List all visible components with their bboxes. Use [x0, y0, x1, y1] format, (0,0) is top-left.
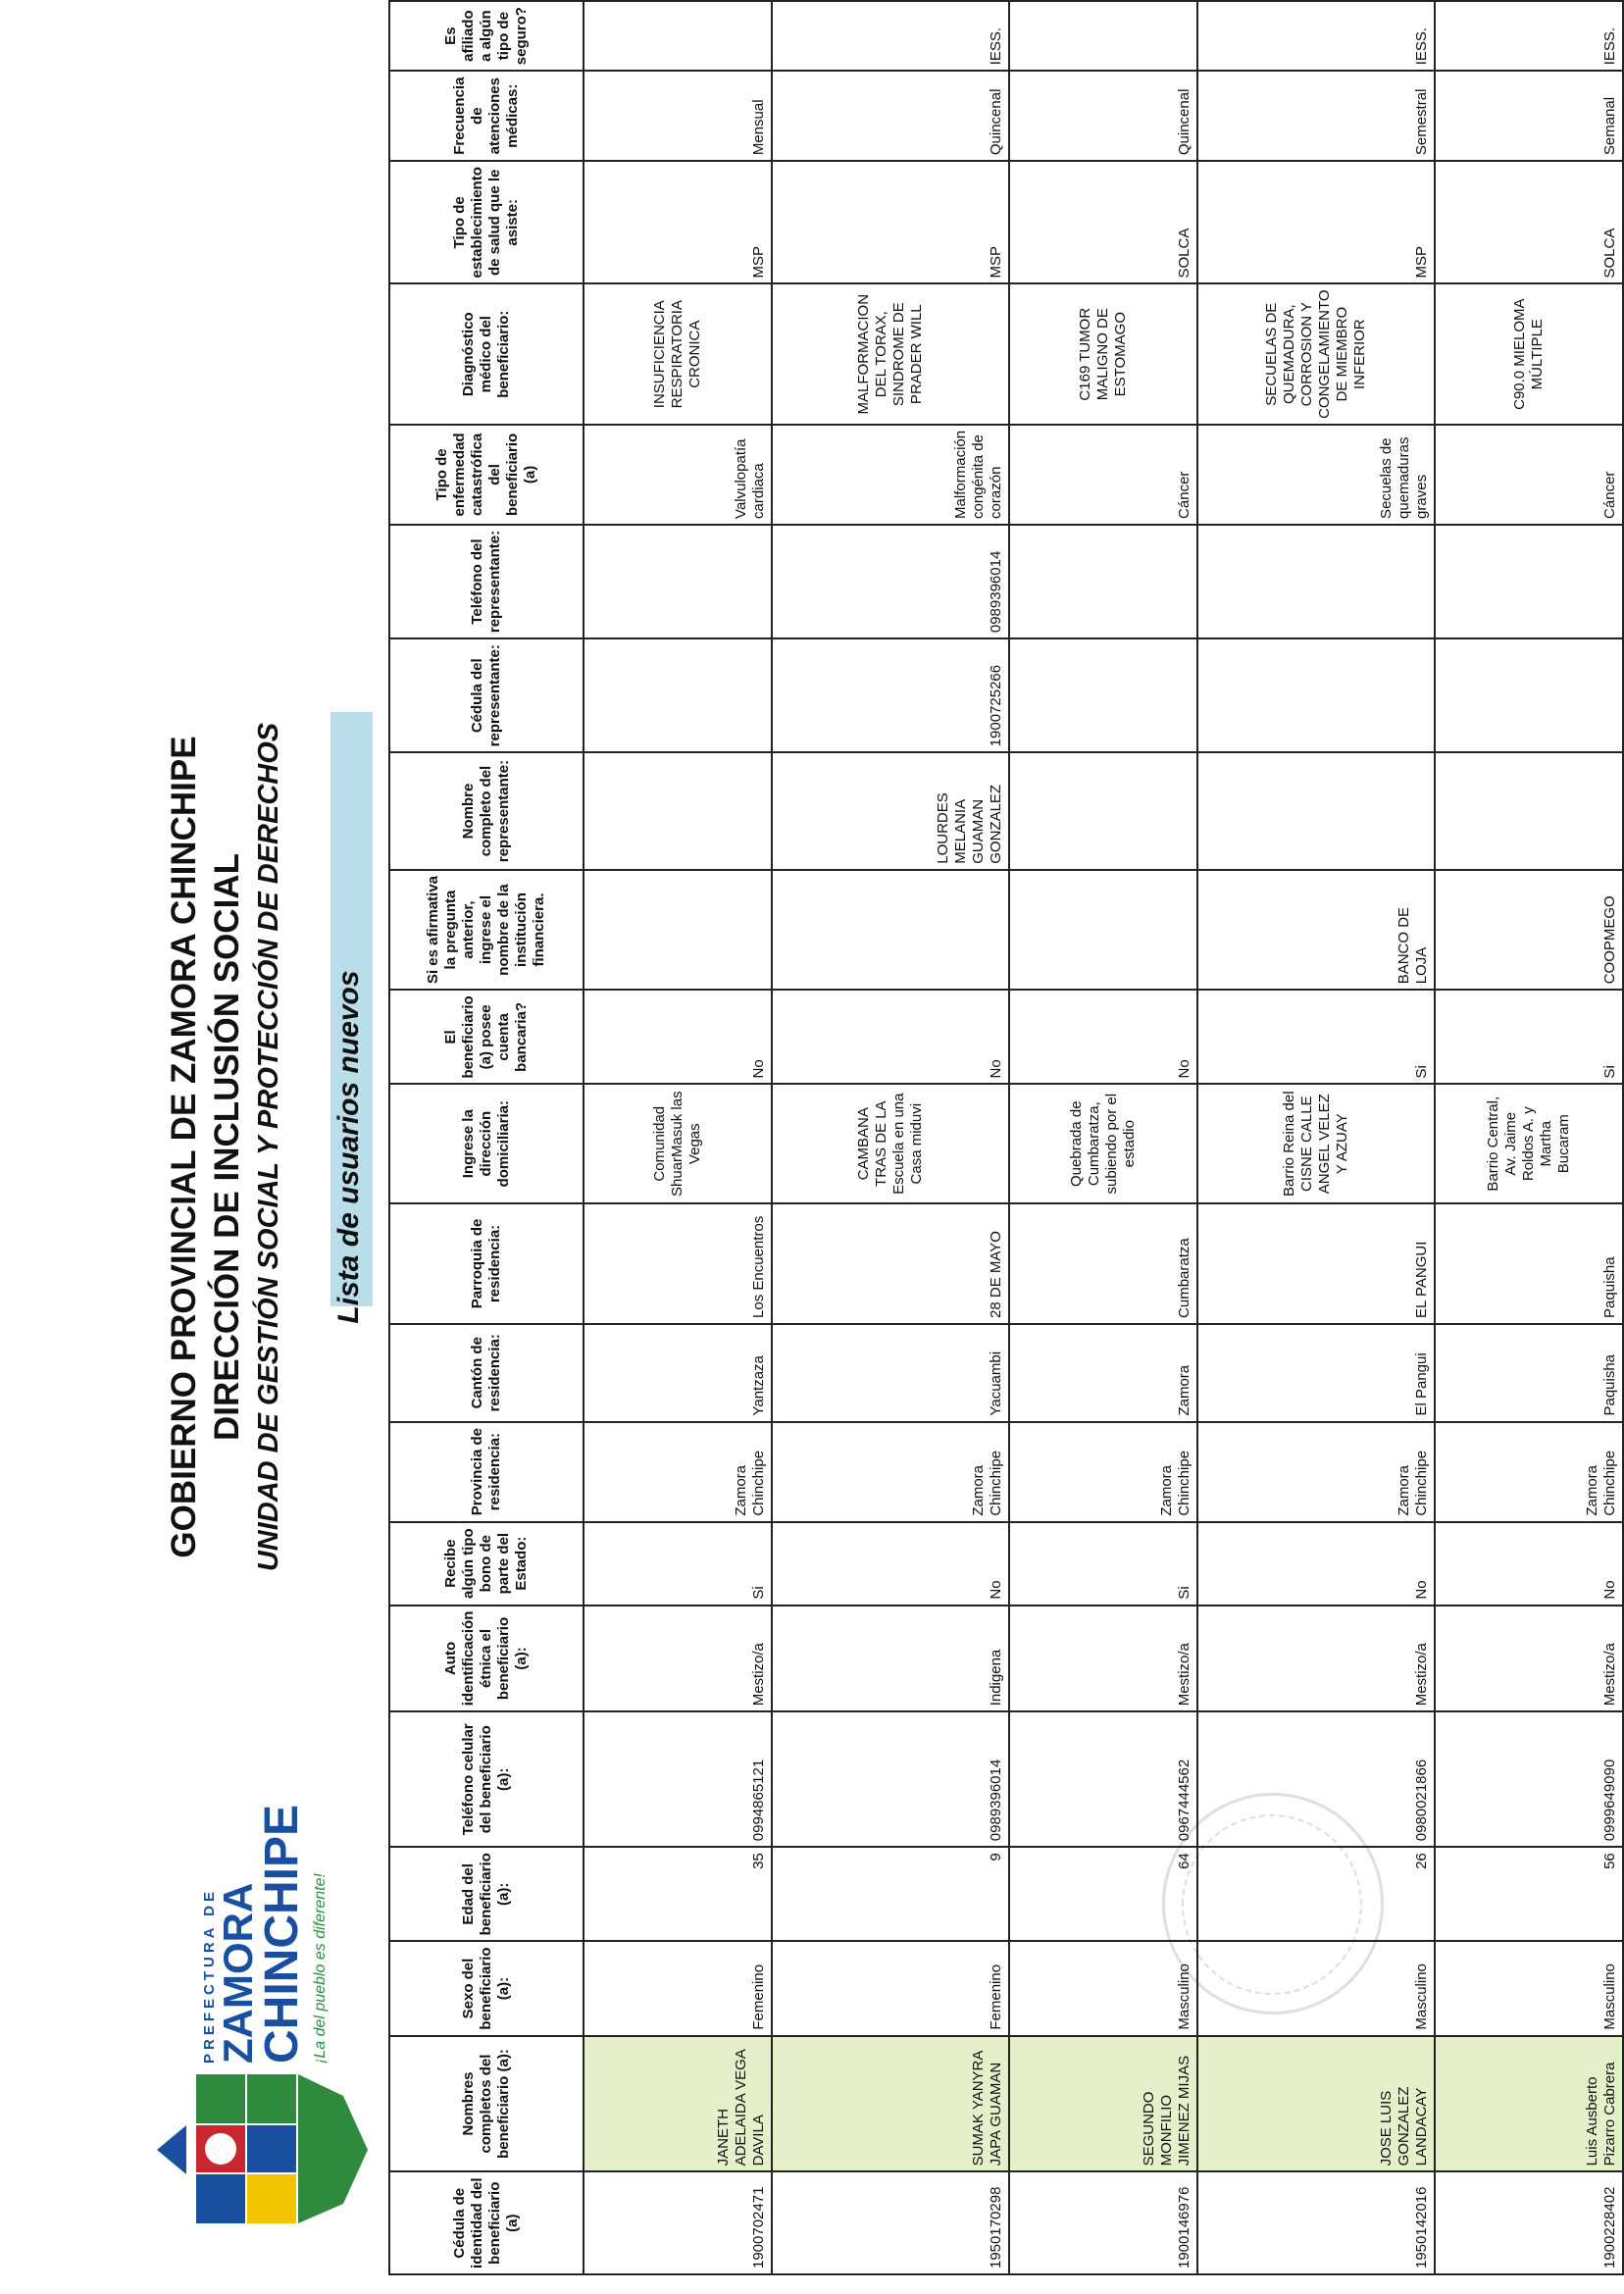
table-cell [584, 1, 772, 71]
table-cell: 1950170298 [772, 2171, 1009, 2274]
table-cell: Mensual [584, 71, 772, 161]
table-cell: SOLCA [1435, 161, 1623, 283]
header-line-1: GOBIERNO PROVINCIAL DE ZAMORA CHINCHIPE [165, 736, 203, 1558]
table-cell: C90.0 MIELOMA MÚLTIPLE [1435, 284, 1623, 425]
table-cell: IESS. [1197, 1, 1435, 71]
column-header: El beneficiario (a) posee cuenta bancaria? [389, 990, 584, 1084]
table-cell: Malformación congénita de corazón [772, 425, 1009, 525]
header-line-3: UNIDAD DE GESTIÓN SOCIAL Y PROTECCIÓN DE DERECHOS [253, 722, 284, 1572]
table-cell: Yacuambi [772, 1324, 1009, 1422]
table-cell [584, 870, 772, 991]
table-cell: 0967444562 [1009, 1711, 1197, 1847]
table-cell: Barrio Central, Av. Jaime Roldos A. y Martha Bucaram [1435, 1084, 1623, 1202]
table-cell: JANETH ADELAIDA VEGA DAVILA [584, 2036, 772, 2172]
column-header: Sexo del beneficiario (a): [389, 1941, 584, 2035]
table-cell: Femenino [772, 1941, 1009, 2035]
list-title: Lista de usuarios nuevos [332, 970, 365, 1324]
table-cell: Zamora Chinchipe [1435, 1422, 1623, 1522]
table-cell: No [772, 1522, 1009, 1606]
table-cell: 1900702471 [584, 2171, 772, 2274]
table-cell: 0980021866 [1197, 1711, 1435, 1847]
table-row [772, 1, 1009, 2274]
table-cell: Si [1435, 990, 1623, 1084]
column-header: Tipo de establecimiento de salud que le asiste: [389, 161, 584, 283]
table-cell: BANCO DE LOJA [1197, 870, 1435, 991]
table-cell: IESS. [772, 1, 1009, 71]
table-cell: 35 [584, 1847, 772, 1941]
column-header: Si es afirmativa la pregunta anterior, ingrese el nombre de la institución financiera. [389, 870, 584, 991]
table-cell: Paquisha [1435, 1203, 1623, 1324]
column-header: Es afiliado a algún tipo de seguro? [389, 1, 584, 71]
table-cell: Quincenal [1009, 71, 1197, 161]
table-cell: Cáncer [1435, 425, 1623, 525]
table-row [1197, 1, 1435, 2274]
table-cell [772, 870, 1009, 991]
table-cell: No [1435, 1522, 1623, 1606]
table-cell: Zamora Chinchipe [1197, 1422, 1435, 1522]
table-cell: Secuelas de quemaduras graves [1197, 425, 1435, 525]
table-cell: Mestizo/a [1435, 1606, 1623, 1712]
table-cell: 1900146976 [1009, 2171, 1197, 2274]
table-cell: 1950142016 [1197, 2171, 1435, 2274]
table-cell: 0989396014 [772, 525, 1009, 638]
table-cell: Zamora Chinchipe [1009, 1422, 1197, 1522]
table-cell: Quebrada de Cumbaratza, subiendo por el estadio [1009, 1084, 1197, 1202]
table-cell [1197, 525, 1435, 638]
table-cell: EL PANGUI [1197, 1203, 1435, 1324]
table-cell: Yantzaza [584, 1324, 772, 1422]
table-cell [1009, 525, 1197, 638]
table-cell: Barrio Reina del CISNE CALLE ANGEL VELEZ Y AZUAY [1197, 1084, 1435, 1202]
table-row [584, 1, 772, 2274]
table-cell: Masculino [1009, 1941, 1197, 2035]
table-cell: SOLCA [1009, 161, 1197, 283]
table-cell: MSP [772, 161, 1009, 283]
table-cell: 0994865121 [584, 1711, 772, 1847]
table-cell: Masculino [1435, 1941, 1623, 2035]
table-cell: 64 [1009, 1847, 1197, 1941]
table-cell: No [1197, 1522, 1435, 1606]
column-header: Nombre completo del representante: [389, 752, 584, 869]
brand-chinchipe: CHINCHIPE [256, 1804, 308, 2064]
column-header: Cédula del representante: [389, 638, 584, 752]
table-cell: Los Encuentros [584, 1203, 772, 1324]
table-cell: Zamora Chinchipe [584, 1422, 772, 1522]
column-header: Ingrese la dirección domiciliaria: [389, 1084, 584, 1202]
table-cell [1435, 638, 1623, 752]
table-cell [1009, 638, 1197, 752]
table-cell: Semestral [1197, 71, 1435, 161]
column-header: Frecuencia de atenciones médicas: [389, 71, 584, 161]
table-cell [1435, 752, 1623, 869]
table-cell [584, 638, 772, 752]
table-cell: Si [1009, 1522, 1197, 1606]
column-header: Nombres completos del beneficiario (a): [389, 2036, 584, 2172]
column-header: Teléfono del representante: [389, 525, 584, 638]
table-cell: SUMAK YANYRA JAPA GUAMAN [772, 2036, 1009, 2172]
table-cell: LOURDES MELANIA GUAMAN GONZALEZ [772, 752, 1009, 869]
beneficiaries-table [388, 0, 1624, 2275]
table-cell: Comunidad ShuarMasuk las Vegas [584, 1084, 772, 1202]
table-cell [1435, 525, 1623, 638]
brand-zamora: ZAMORA [215, 1882, 261, 2064]
brand-slogan: ¡La del pueblo es diferente! [312, 1873, 329, 2064]
header-line-2: DIRECCIÓN DE INCLUSIÓN SOCIAL [208, 853, 246, 1441]
table-cell: No [772, 990, 1009, 1084]
table-cell: SECUELAS DE QUEMADURA, CORROSION Y CONGELAMIENTO DE MIEMBRO INFERIOR [1197, 284, 1435, 425]
table-cell [1009, 752, 1197, 869]
table-cell: Cáncer [1009, 425, 1197, 525]
table-cell: 28 DE MAYO [772, 1203, 1009, 1324]
table-cell: 0989396014 [772, 1711, 1009, 1847]
table-cell: Paquisha [1435, 1324, 1623, 1422]
table-cell: C169 TUMOR MALIGNO DE ESTOMAGO [1009, 284, 1197, 425]
table-cell: Quincenal [772, 71, 1009, 161]
table-cell: JOSE LUIS GONZALEZ LANDACAY [1197, 2036, 1435, 2172]
column-header: Parroquia de residencia: [389, 1203, 584, 1324]
table-cell [1009, 1, 1197, 71]
table-row [1009, 1, 1197, 2274]
column-header: Recibe algún tipo bono de parte del Estado: [389, 1522, 584, 1606]
table-cell: Zamora Chinchipe [772, 1422, 1009, 1522]
column-header: Auto identificación étnica el beneficiario (a): [389, 1606, 584, 1712]
column-header: Teléfono celular del beneficiario (a): [389, 1711, 584, 1847]
table-cell: CAMBANA TRAS DE LA Escuela en una Casa miduvi [772, 1084, 1009, 1202]
table-cell: El Pangui [1197, 1324, 1435, 1422]
table-cell: Masculino [1197, 1941, 1435, 2035]
table-cell: No [1009, 990, 1197, 1084]
table-cell: 9 [772, 1847, 1009, 1941]
table-cell: 1900725266 [772, 638, 1009, 752]
table-cell: Femenino [584, 1941, 772, 2035]
column-header: Edad del beneficiario (a): [389, 1847, 584, 1941]
table-cell: IESS. [1435, 1, 1623, 71]
table-cell: Zamora [1009, 1324, 1197, 1422]
column-header: Cédula de identidad del beneficiario (a) [389, 2171, 584, 2274]
table-cell: Mestizo/a [1197, 1606, 1435, 1712]
table-cell: Mestizo/a [1009, 1606, 1197, 1712]
table-cell: Valvulopatía cardiaca [584, 425, 772, 525]
table-cell: Indigena [772, 1606, 1009, 1712]
table-cell [584, 752, 772, 869]
table-cell [1009, 870, 1197, 991]
table-row [1435, 1, 1623, 2274]
brand-prefix: PREFECTURA DE [201, 1888, 218, 2064]
table-cell: 0999649090 [1435, 1711, 1623, 1847]
column-header: Tipo de enfermedad catastrófica del beneficiario (a) [389, 425, 584, 525]
table-cell: Luis Ausberto Pizarro Cabrera [1435, 2036, 1623, 2172]
column-header: Cantón de residencia: [389, 1324, 584, 1422]
table-cell [1197, 638, 1435, 752]
table-cell [584, 525, 772, 638]
table-cell: Si [584, 1522, 772, 1606]
table-cell: 56 [1435, 1847, 1623, 1941]
table-cell: SEGUNDO MONFILIO JIMENEZ MIJAS [1009, 2036, 1197, 2172]
column-header: Provincia de residencia: [389, 1422, 584, 1522]
table-cell: INSUFICIENCIA RESPIRATORIA CRONICA [584, 284, 772, 425]
table-cell: MSP [1197, 161, 1435, 283]
table-cell: No [584, 990, 772, 1084]
table-cell: 1900228402 [1435, 2171, 1623, 2274]
table-cell: MALFORMACION DEL TORAX, SINDROME DE PRADER WILL [772, 284, 1009, 425]
table-cell: Si [1197, 990, 1435, 1084]
table-cell: Semanal [1435, 71, 1623, 161]
table-cell: Cumbaratza [1009, 1203, 1197, 1324]
table-cell: Mestizo/a [584, 1606, 772, 1712]
table-cell [1197, 752, 1435, 869]
table-cell: COOPMEGO [1435, 870, 1623, 991]
table-cell: 26 [1197, 1847, 1435, 1941]
table-cell: MSP [584, 161, 772, 283]
table-header-row [389, 1, 584, 2274]
column-header: Diagnóstico médico del beneficiario: [389, 284, 584, 425]
